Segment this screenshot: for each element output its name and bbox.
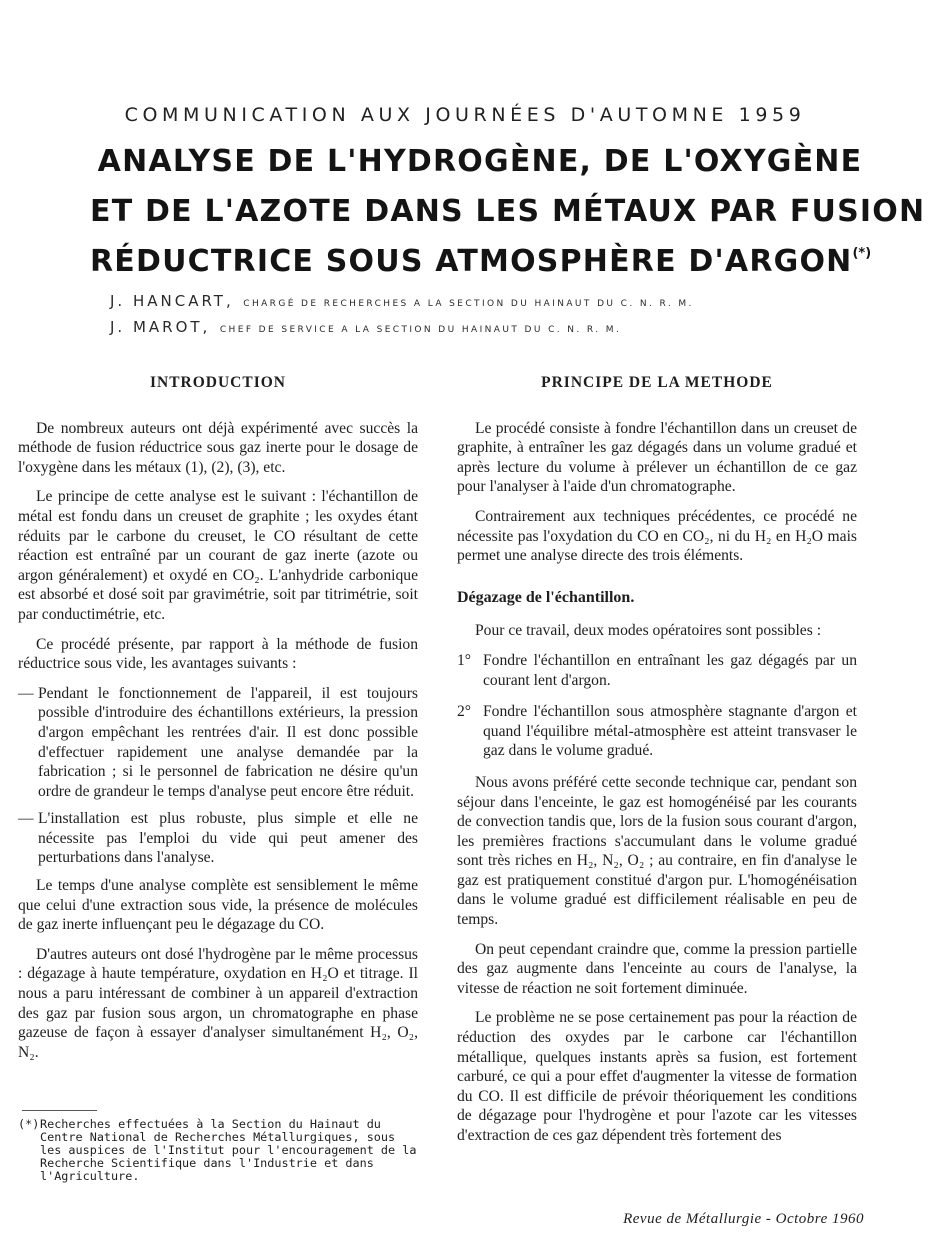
principe-paragraph-2: Contrairement aux techniques précédentes, ce procédé ne nécessite pas l'oxydation du CO en CO₂, ni du H₂ en H₂O mais permet une analyse directe des trois éléments. — [457, 507, 857, 565]
advantage-text-1: Pendant le fonctionnement de l'appareil, il est toujours possible d'introduire des échantillons extérieurs, la pression d'argon empêchant les rentrées d'air. Il est donc possible d'effectuer rapidement une analyse demandée par la fabrication ; si le personnel de fabrication ne désire qu'un ordre de grandeur le temps d'analyse peut encore être réduit. — [38, 684, 418, 800]
intro-paragraph-1: De nombreux auteurs ont déjà expérimenté avec succès la méthode de fusion réductrice sous gaz inerte pour le dosage de l'oxygène dans les métaux (1), (2), (3), etc. — [18, 419, 418, 476]
series-header: COMMUNICATION AUX JOURNÉES D'AUTOMNE 1959 — [124, 104, 806, 126]
subheading-degazage: Dégazage de l'échantillon. — [457, 588, 635, 606]
title-footnote-mark: (*) — [852, 246, 872, 261]
left-column — [18, 373, 418, 1072]
mode-text-1: Fondre l'échantillon en entraînant les gaz dégagés par un courant lent d'argon. — [483, 651, 857, 689]
degazage-paragraph-3: On peut cependant craindre que, comme la pression partielle des gaz augmente dans l'enceinte au cours de l'analyse, la vitesse de réaction ne soit fortement diminuée. — [457, 940, 857, 997]
advantage-item-2 — [18, 809, 418, 868]
mode-marker-1: 1° — [457, 651, 472, 669]
intro-paragraph-2: Le principe de cette analyse est le suivant : l'échantillon de métal est fondu dans un creuset de graphite ; les oxydes étant réduits par le carbone du creuset, le CO résultant de cette réaction est entraîné par un courant de gaz inerte (azote ou argon généralement) et oxydé en CO₂. L'anhydride carbonique est absorbé et dosé soit par gravimétrie, soit par titrimétrie, soit par conductimétrie, etc. — [18, 488, 418, 623]
footnote-divider — [22, 1110, 97, 1111]
intro-paragraph-3: Ce procédé présente, par rapport à la méthode de fusion réductrice sous vide, les avantages suivants : — [18, 635, 418, 673]
author-1 — [110, 292, 694, 310]
mode-text-2: Fondre l'échantillon sous atmosphère stagnante d'argon et quand l'équilibre métal-atmosphère est atteint transvaser le gaz dans le volume gradué. — [483, 703, 857, 760]
footnote-marker: (*) — [18, 1117, 40, 1131]
author-2 — [110, 318, 621, 336]
section-heading-principe: PRINCIPE DE LA METHODE — [541, 374, 773, 391]
mode-marker-2: 2° — [457, 703, 472, 721]
right-column — [457, 373, 857, 1156]
degazage-paragraph-2: Nous avons préféré cette seconde technique car, pendant son séjour dans l'enceinte, le gaz est homogénéisé par les courants de convection tandis que, lors de la fusion sous courant d'argon, les premières fractions s'accumulant dans le volume gradué sont très riches en H₂, N₂, O₂ ; au contraire, en fin d'analyse le gaz est pratiquement constitué d'argon pur. L'homogénéisation dans le volume gradué est difficilement réalisable en peu de temps. — [457, 773, 857, 929]
author-1-name: J. HANCART, — [110, 292, 234, 310]
author-1-role: CHARGÉ DE RECHERCHES A LA SECTION DU HAINAUT DU C. N. R. M. — [243, 299, 694, 309]
footnote-text: Recherches effectuées à la Section du Hainaut du Centre National de Recherches Métallurgiques, sous les auspices de l'Institut pour l'encouragement de la Recherche Scientifique dans l'Industrie et dans l'Agriculture. — [40, 1117, 417, 1183]
advantage-text-2: L'installation est plus robuste, plus simple et elle ne nécessite pas l'emploi du vide qui peut amener des perturbations dans l'analyse. — [38, 810, 418, 867]
title-line-3 — [90, 244, 870, 279]
degazage-paragraph-1: Pour ce travail, deux modes opératoires sont possibles : — [475, 622, 822, 640]
author-2-name: J. MAROT, — [110, 318, 211, 336]
footnote — [18, 1118, 418, 1183]
advantage-marker-2: — — [18, 810, 34, 828]
intro-paragraph-5: D'autres auteurs ont dosé l'hydrogène par le même processus : dégazage à haute température, oxydation en H₂O et titrage. Il nous a paru intéressant de combiner à un appareil d'extraction des gaz par fusion sous argon, un chromatographe en phase gazeuse de façon à essayer d'analyser simultanément H₂, O₂, N₂. — [18, 945, 418, 1061]
mode-item-1 — [457, 651, 857, 690]
degazage-paragraph-4: Le problème ne se pose certainement pas pour la réaction de réduction des oxydes par le carbone car l'échantillon métallique, quelques instants après sa fusion, est fortement carburé, ce qui a pour effet d'augmenter la vitesse de formation du CO. Il est difficile de prévoir théoriquement les conditions de dégazage pour l'hydrogène et pour l'azote car les vitesses d'extraction de ces gaz dépendent très fortement des — [457, 1009, 857, 1144]
principe-paragraph-1: Le procédé consiste à fondre l'échantillon dans un creuset de graphite, à entraîner les gaz dégagés dans un volume gradué et après lecture du volume à prélever un échantillon de ce gaz pour l'analyser à l'aide d'un chromatographe. — [457, 419, 857, 496]
title-line-3-text: RÉDUCTRICE SOUS ATMOSPHÈRE D'ARGON — [90, 244, 853, 279]
title-line-1: ANALYSE DE L'HYDROGÈNE, DE L'OXYGÈNE — [97, 144, 863, 179]
title-line-2: ET DE L'AZOTE DANS LES MÉTAUX PAR FUSION — [90, 194, 926, 229]
intro-paragraph-4: Le temps d'une analyse complète est sensiblement le même que celui d'une extraction sous vide, la présence de molécules de gaz inerte influençant peu le dégazage du CO. — [18, 877, 418, 934]
journal-footer: Revue de Métallurgie - Octobre 1960 — [623, 1211, 864, 1227]
section-heading-introduction: INTRODUCTION — [149, 374, 286, 391]
author-2-role: CHEF DE SERVICE A LA SECTION DU HAINAUT DU C. N. R. M. — [219, 325, 622, 335]
advantage-marker-1: — — [18, 684, 34, 702]
mode-item-2 — [457, 702, 857, 761]
advantage-item-1 — [18, 684, 418, 802]
